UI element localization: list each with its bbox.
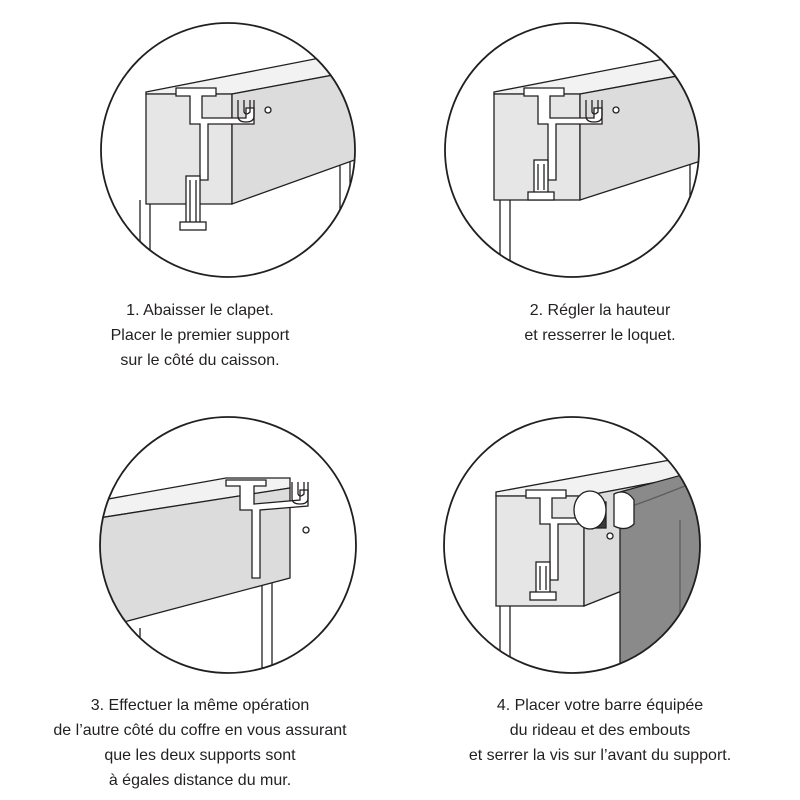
step-1-caption (0, 298, 400, 373)
step-4-panel (400, 400, 800, 800)
step-1-line-2: Placer le premier support (110, 327, 290, 344)
step-3-line-3: que les deux supports sont (104, 747, 296, 764)
step-2-line-1: 2. Régler la hauteur (529, 302, 671, 319)
step-2-caption (400, 298, 800, 348)
step-3-caption (0, 693, 400, 793)
step-3-line-2: de l’autre côté du coffre en vous assurant (53, 722, 347, 739)
step-2-panel (400, 0, 800, 400)
step-3-line-4: à égales distance du mur. (108, 772, 292, 789)
step-4-line-3: et serrer la vis sur l’avant du support. (468, 747, 732, 764)
step-4-line-1: 4. Placer votre barre équipée (496, 697, 704, 714)
step-2-line-2: et resserrer le loquet. (524, 327, 676, 344)
end-cap (574, 491, 606, 529)
step-3-panel (0, 400, 400, 800)
step-3-line-1: 3. Effectuer la même opération (90, 697, 310, 714)
step-4-caption (400, 693, 800, 768)
step-1-line-3: sur le côté du caisson. (120, 352, 280, 369)
step-1-line-1: 1. Abaisser le clapet. (126, 302, 274, 319)
step-4-line-2: du rideau et des embouts (509, 722, 691, 739)
step-1-panel (0, 0, 400, 400)
